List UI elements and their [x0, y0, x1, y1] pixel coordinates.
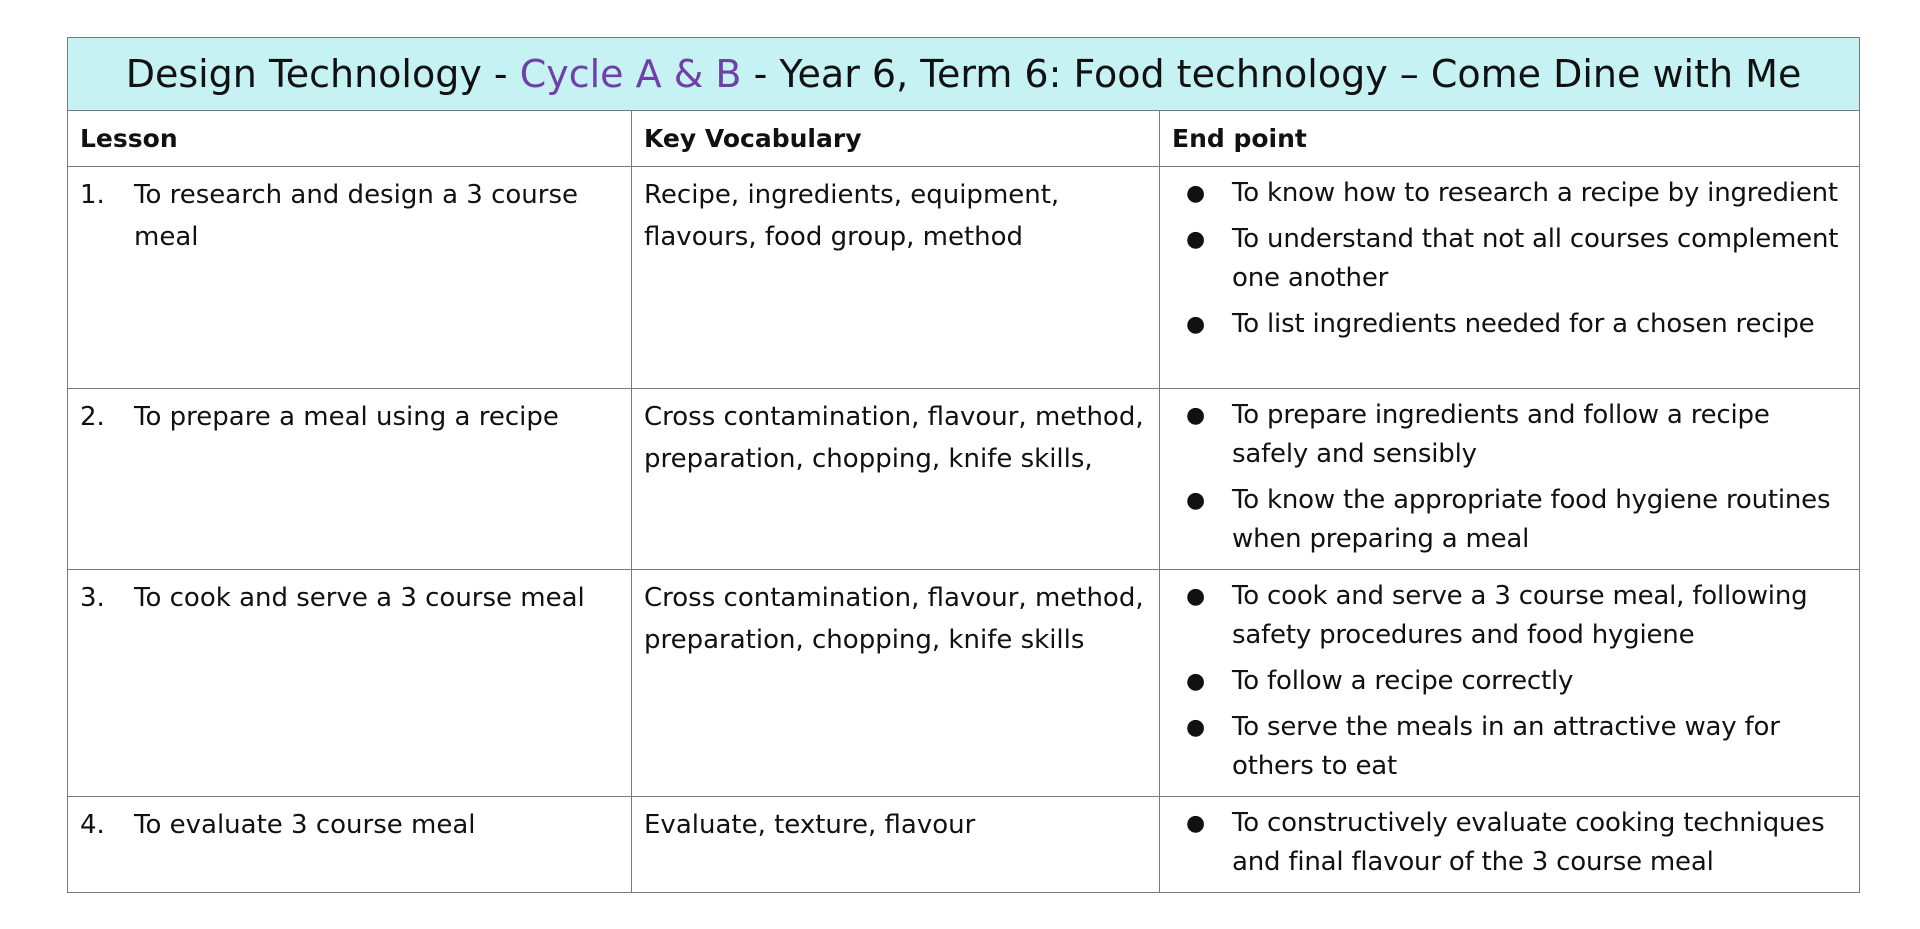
end-point-item	[1172, 804, 1847, 882]
end-point-cell	[1160, 570, 1860, 797]
column-header-end-point: End point	[1160, 111, 1860, 167]
end-point-text: To know how to research a recipe by ingredient	[1232, 178, 1838, 208]
vocabulary-cell: Evaluate, texture, flavour	[632, 797, 1160, 893]
end-point-item	[1172, 174, 1847, 213]
end-point-cell	[1160, 167, 1860, 389]
bullet-icon: ●	[1186, 488, 1206, 513]
bullet-icon: ●	[1186, 403, 1206, 428]
bullet-icon: ●	[1186, 811, 1206, 836]
end-point-text: To know the appropriate food hygiene routines when preparing a meal	[1232, 485, 1831, 554]
column-header-vocabulary: Key Vocabulary	[632, 111, 1160, 167]
end-point-text: To understand that not all courses complement one another	[1232, 224, 1839, 293]
lesson-cell	[68, 797, 632, 893]
lesson-number: 3.	[80, 583, 105, 613]
table-row	[68, 389, 1860, 570]
lesson-title: To evaluate 3 course meal	[134, 810, 476, 840]
bullet-icon: ●	[1186, 181, 1206, 206]
end-point-item	[1172, 305, 1847, 344]
curriculum-table	[67, 37, 1860, 893]
table-row	[68, 570, 1860, 797]
vocabulary-cell: Cross contamination, flavour, method, preparation, chopping, knife skills	[632, 570, 1160, 797]
end-point-cell	[1160, 797, 1860, 893]
end-point-item	[1172, 481, 1847, 559]
end-point-item	[1172, 662, 1847, 701]
lesson-title: To prepare a meal using a recipe	[134, 402, 559, 432]
end-point-item	[1172, 577, 1847, 655]
table-row	[68, 167, 1860, 389]
end-point-list	[1172, 174, 1847, 344]
end-point-list	[1172, 396, 1847, 559]
bullet-icon: ●	[1186, 715, 1206, 740]
lesson-number: 4.	[80, 810, 105, 840]
bullet-icon: ●	[1186, 312, 1206, 337]
bullet-icon: ●	[1186, 584, 1206, 609]
end-point-text: To cook and serve a 3 course meal, following safety procedures and food hygiene	[1232, 581, 1808, 650]
bullet-icon: ●	[1186, 227, 1206, 252]
vocabulary-cell: Recipe, ingredients, equipment, flavours, food group, method	[632, 167, 1160, 389]
column-header-lesson: Lesson	[68, 111, 632, 167]
lesson-number: 1.	[80, 180, 105, 210]
end-point-item	[1172, 396, 1847, 474]
end-point-list	[1172, 577, 1847, 786]
lesson-number: 2.	[80, 402, 105, 432]
end-point-list	[1172, 804, 1847, 882]
title-row	[68, 38, 1860, 111]
lesson-cell	[68, 389, 632, 570]
page-title	[68, 38, 1860, 111]
end-point-item	[1172, 708, 1847, 786]
end-point-text: To list ingredients needed for a chosen recipe	[1232, 309, 1815, 339]
end-point-item	[1172, 220, 1847, 298]
title-text-end: - Year 6, Term 6: Food technology – Come Dine with Me	[741, 52, 1802, 96]
end-point-text: To serve the meals in an attractive way for others to eat	[1232, 712, 1780, 781]
end-point-text: To follow a recipe correctly	[1232, 666, 1574, 696]
vocabulary-cell: Cross contamination, flavour, method, preparation, chopping, knife skills,	[632, 389, 1160, 570]
title-text: Design Technology -	[125, 52, 520, 96]
lesson-title: To cook and serve a 3 course meal	[134, 583, 585, 613]
lesson-cell	[68, 167, 632, 389]
end-point-cell	[1160, 389, 1860, 570]
end-point-text: To constructively evaluate cooking techniques and final flavour of the 3 course meal	[1232, 808, 1825, 877]
lesson-cell	[68, 570, 632, 797]
table-row	[68, 797, 1860, 893]
bullet-icon: ●	[1186, 669, 1206, 694]
header-row	[68, 111, 1860, 167]
lesson-title: To research and design a 3 course meal	[134, 180, 578, 252]
title-cycle-accent: Cycle A & B	[519, 52, 742, 96]
end-point-text: To prepare ingredients and follow a recipe safely and sensibly	[1232, 400, 1770, 469]
